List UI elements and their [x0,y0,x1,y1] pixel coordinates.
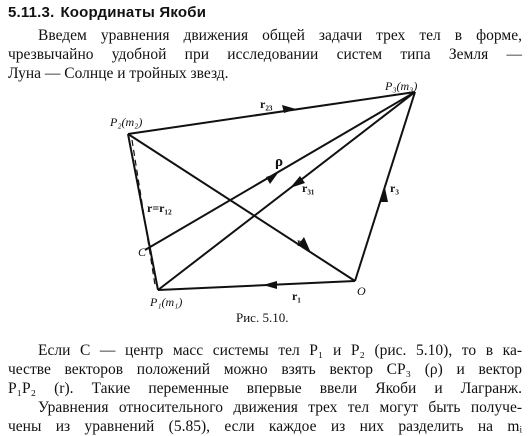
body-line: P₁P₂ (r). Такие переменные впервые ввели Якоби и Лагранж. [8,380,522,397]
label-r-equals: r=r₁₂ [147,201,172,215]
figure-5-10 [100,80,430,318]
label-r1: r₁ [292,289,301,303]
intro-line: Введем уравнения движения общей задачи трех тел в форме, [38,27,522,44]
body-paragraph [8,341,522,436]
body-line: чены из уравнений (5.85), если каждое из них разделить на mᵢ [8,418,522,435]
body-line: Уравнения относительного движения трех тел могут быть получе- [38,399,522,416]
vector-r1 [158,281,355,290]
intro-line: Луна — Солнце и тройных звезд. [8,65,229,82]
label-c: C [138,245,147,259]
label-p1: P₁(m₁) [150,295,183,309]
three-body-diagram [100,80,430,318]
body-line: Если C — центр масс системы тел P₁ и P₂ (рис. 5.10), то в ка- [38,342,522,359]
label-r2: r₂ [297,235,306,249]
body-line: честве векторов положений можно взять вектор CP₃ (ρ) и вектор [8,361,522,378]
section-title: Координаты Якоби [60,4,207,21]
label-r31: r₃₁ [302,181,315,195]
label-o: O [357,284,366,298]
arrow-r1 [263,281,277,289]
label-p2: P₂(m₂) [110,115,143,129]
figure-caption: Рис. 5.10. [236,310,289,325]
vector-r31 [158,92,415,290]
arrow-r23 [282,105,296,113]
label-rho: ρ [275,154,284,170]
intro-line: чрезвычайно удобной при исследовании систем типа Земля — [8,46,522,63]
label-r23: r₂₃ [260,97,273,111]
vector-r3 [355,92,415,281]
section-number: 5.11.3. [8,4,55,21]
label-r3: r₃ [390,181,399,195]
section-heading [8,4,206,21]
intro-paragraph [8,26,522,83]
label-p3: P₃(m₃) [385,80,418,93]
